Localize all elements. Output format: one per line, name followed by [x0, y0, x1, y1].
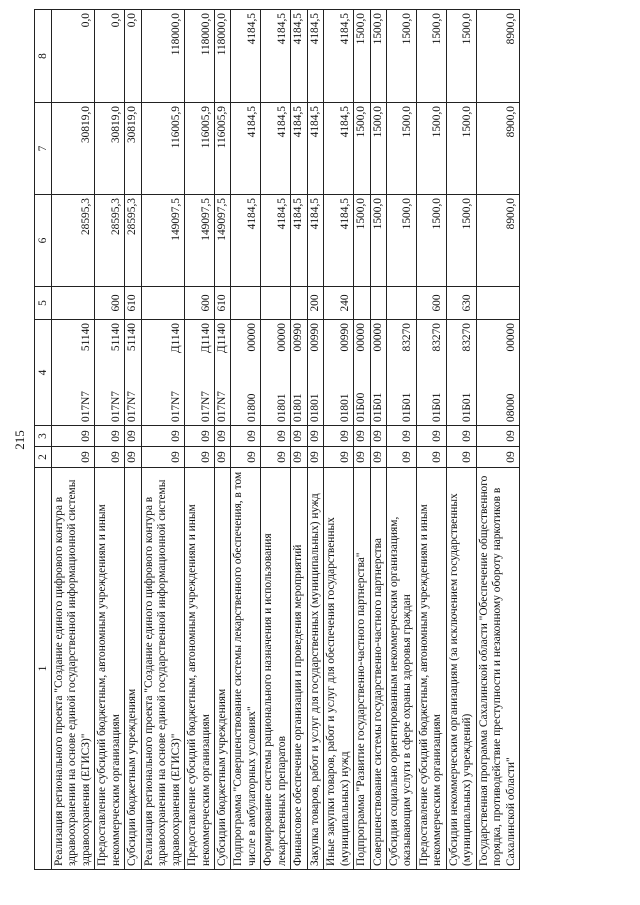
- target-article-suffix: 51140: [79, 323, 92, 352]
- target-article-suffix: 83270: [401, 323, 414, 352]
- subsection-code-cell: 09: [95, 426, 125, 447]
- table-row: [95, 10, 125, 870]
- section-code-cell: 09: [307, 447, 323, 468]
- page-number: 215: [12, 430, 27, 450]
- target-article-prefix: 01Б01: [431, 392, 444, 422]
- expense-type-cell: [231, 287, 261, 320]
- amount-year3-cell: 1500,0: [370, 10, 386, 103]
- amount-year2-cell: 1500,0: [354, 103, 370, 195]
- section-code-cell: 09: [291, 447, 307, 468]
- table-row: [291, 10, 307, 870]
- amount-year1-cell: 4184,5: [291, 195, 307, 287]
- target-article-prefix: 017N7: [215, 390, 228, 422]
- expense-type-cell: 600: [185, 287, 215, 320]
- subsection-code-cell: 09: [214, 426, 230, 447]
- target-article-suffix: 00000: [355, 323, 368, 352]
- column-header: 4: [35, 320, 52, 426]
- target-article-cell: [95, 320, 125, 426]
- row-name-cell: Закупка товаров, работ и услуг для государственных (муниципальных) нужд: [307, 468, 323, 870]
- amount-year1-cell: 28595,3: [125, 195, 141, 287]
- amount-year1-cell: 149097,5: [185, 195, 215, 287]
- target-article-prefix: 01801: [338, 393, 351, 422]
- subsection-code-cell: 09: [324, 426, 354, 447]
- section-code-cell: 09: [141, 447, 184, 468]
- row-name-cell: Формирование системы рационального назначения и использования лекарственных препаратов: [261, 468, 291, 870]
- expense-type-cell: 600: [95, 287, 125, 320]
- table-row: [125, 10, 141, 870]
- table-row: [307, 10, 323, 870]
- expense-type-cell: [476, 287, 519, 320]
- target-article-prefix: 01Б01: [461, 392, 474, 422]
- amount-year2-cell: 4184,5: [324, 103, 354, 195]
- table-row: [141, 10, 184, 870]
- amount-year1-cell: 4184,5: [324, 195, 354, 287]
- amount-year2-cell: 116005,9: [141, 103, 184, 195]
- section-code-cell: 09: [261, 447, 291, 468]
- budget-table: [34, 9, 520, 870]
- row-name-cell: Предоставление субсидий бюджетным, автономным учреждениям и иным некоммерческим организациям: [95, 468, 125, 870]
- target-article-suffix: Д1140: [199, 323, 212, 354]
- expense-type-cell: [291, 287, 307, 320]
- subsection-code-cell: 09: [125, 426, 141, 447]
- expense-type-cell: 240: [324, 287, 354, 320]
- amount-year3-cell: 1500,0: [416, 10, 446, 103]
- amount-year1-cell: 28595,3: [95, 195, 125, 287]
- column-header: 7: [35, 103, 52, 195]
- amount-year3-cell: 4184,5: [261, 10, 291, 103]
- target-article-prefix: 08000: [504, 393, 517, 422]
- target-article-suffix: Д1140: [215, 323, 228, 354]
- target-article-cell: [261, 320, 291, 426]
- table-row: [446, 10, 476, 870]
- row-name-cell: Субсидии некоммерческим организациям (за исключением государственных (муниципальных) учреждений): [446, 468, 476, 870]
- section-code-cell: 09: [370, 447, 386, 468]
- amount-year2-cell: 30819,0: [125, 103, 141, 195]
- section-code-cell: 09: [446, 447, 476, 468]
- column-header: 2: [35, 447, 52, 468]
- target-article-suffix: 83270: [431, 323, 444, 352]
- row-name-cell: Иные закупки товаров, работ и услуг для обеспечения государственных (муниципальных) нужд: [324, 468, 354, 870]
- target-article-suffix: 00000: [371, 323, 384, 352]
- amount-year1-cell: 1500,0: [386, 195, 416, 287]
- column-header: 8: [35, 10, 52, 103]
- column-header: 1: [35, 468, 52, 870]
- section-code-cell: 09: [324, 447, 354, 468]
- expense-type-cell: [261, 287, 291, 320]
- amount-year1-cell: 149097,5: [141, 195, 184, 287]
- table-row: [476, 10, 519, 870]
- expense-type-cell: [141, 287, 184, 320]
- row-name-cell: Субсидии бюджетным учреждениям: [214, 468, 230, 870]
- target-article-prefix: 017N7: [79, 390, 92, 422]
- amount-year2-cell: 4184,5: [307, 103, 323, 195]
- expense-type-cell: 630: [446, 287, 476, 320]
- target-article-suffix: 00000: [245, 323, 258, 352]
- target-article-cell: [125, 320, 141, 426]
- amount-year1-cell: 1500,0: [370, 195, 386, 287]
- subsection-code-cell: 09: [141, 426, 184, 447]
- target-article-cell: [141, 320, 184, 426]
- amount-year1-cell: 4184,5: [307, 195, 323, 287]
- section-code-cell: 09: [185, 447, 215, 468]
- table-row: [386, 10, 416, 870]
- target-article-cell: [446, 320, 476, 426]
- document-sheet: [12, 10, 640, 870]
- target-article-cell: [476, 320, 519, 426]
- column-header: 6: [35, 195, 52, 287]
- column-header: 5: [35, 287, 52, 320]
- target-article-cell: [185, 320, 215, 426]
- target-article-cell: [291, 320, 307, 426]
- target-article-suffix: Д1140: [169, 323, 182, 354]
- target-article-prefix: 01Б01: [371, 392, 384, 422]
- amount-year3-cell: 4184,5: [307, 10, 323, 103]
- section-code-cell: 09: [231, 447, 261, 468]
- amount-year2-cell: 116005,9: [214, 103, 230, 195]
- amount-year3-cell: 4184,5: [324, 10, 354, 103]
- target-article-prefix: 01801: [275, 393, 288, 422]
- amount-year2-cell: 116005,9: [185, 103, 215, 195]
- target-article-cell: [307, 320, 323, 426]
- header-row: [35, 10, 52, 870]
- row-name-cell: Субсидия социально ориентированным некоммерческим организациям, оказывающим услуги в сфере охраны здоровья граждан: [386, 468, 416, 870]
- amount-year3-cell: 1500,0: [446, 10, 476, 103]
- table-body: [52, 10, 520, 870]
- row-name-cell: Финансовое обеспечение организации и проведения мероприятий: [291, 468, 307, 870]
- section-code-cell: 09: [214, 447, 230, 468]
- row-name-cell: Реализация регионального проекта "Создание единого цифрового контура в здравоохранении на основе единой государственной информационной системы здравоохранения (ЕГИСЗ)": [52, 468, 95, 870]
- amount-year3-cell: 118000,0: [214, 10, 230, 103]
- target-article-prefix: 01801: [308, 393, 321, 422]
- section-code-cell: 09: [52, 447, 95, 468]
- amount-year3-cell: 0,0: [95, 10, 125, 103]
- amount-year3-cell: 1500,0: [386, 10, 416, 103]
- section-code-cell: 09: [354, 447, 370, 468]
- expense-type-cell: 610: [214, 287, 230, 320]
- section-code-cell: 09: [125, 447, 141, 468]
- amount-year2-cell: 1500,0: [370, 103, 386, 195]
- amount-year1-cell: 4184,5: [261, 195, 291, 287]
- target-article-prefix: 01Б01: [401, 392, 414, 422]
- amount-year2-cell: 4184,5: [291, 103, 307, 195]
- target-article-cell: [214, 320, 230, 426]
- amount-year2-cell: 1500,0: [416, 103, 446, 195]
- table-row: [52, 10, 95, 870]
- table-row: [354, 10, 370, 870]
- amount-year1-cell: 28595,3: [52, 195, 95, 287]
- amount-year3-cell: 4184,5: [231, 10, 261, 103]
- column-header: 3: [35, 426, 52, 447]
- target-article-suffix: 51140: [109, 323, 122, 352]
- amount-year1-cell: 1500,0: [446, 195, 476, 287]
- subsection-code-cell: 09: [307, 426, 323, 447]
- target-article-cell: [370, 320, 386, 426]
- expense-type-cell: 610: [125, 287, 141, 320]
- subsection-code-cell: 09: [476, 426, 519, 447]
- target-article-cell: [231, 320, 261, 426]
- section-code-cell: 09: [416, 447, 446, 468]
- subsection-code-cell: 09: [446, 426, 476, 447]
- table-row: [185, 10, 215, 870]
- table-row: [261, 10, 291, 870]
- subsection-code-cell: 09: [185, 426, 215, 447]
- table-row: [370, 10, 386, 870]
- subsection-code-cell: 09: [386, 426, 416, 447]
- amount-year1-cell: 8900,0: [476, 195, 519, 287]
- target-article-cell: [52, 320, 95, 426]
- target-article-cell: [354, 320, 370, 426]
- amount-year3-cell: 8900,0: [476, 10, 519, 103]
- amount-year3-cell: 4184,5: [291, 10, 307, 103]
- subsection-code-cell: 09: [370, 426, 386, 447]
- table-row: [324, 10, 354, 870]
- subsection-code-cell: 09: [231, 426, 261, 447]
- expense-type-cell: 200: [307, 287, 323, 320]
- target-article-suffix: 51140: [126, 323, 139, 352]
- row-name-cell: Государственная программа Сахалинской области "Обеспечение общественного порядка, противодействие преступности и незаконному обороту наркотиков в Сахалинской области": [476, 468, 519, 870]
- amount-year1-cell: 4184,5: [231, 195, 261, 287]
- amount-year2-cell: 4184,5: [231, 103, 261, 195]
- amount-year2-cell: 30819,0: [95, 103, 125, 195]
- subsection-code-cell: 09: [416, 426, 446, 447]
- subsection-code-cell: 09: [354, 426, 370, 447]
- table-row: [231, 10, 261, 870]
- target-article-suffix: 00990: [292, 323, 305, 352]
- target-article-suffix: 00000: [275, 323, 288, 352]
- amount-year1-cell: 1500,0: [416, 195, 446, 287]
- expense-type-cell: 600: [416, 287, 446, 320]
- target-article-cell: [324, 320, 354, 426]
- expense-type-cell: [354, 287, 370, 320]
- subsection-code-cell: 09: [52, 426, 95, 447]
- target-article-prefix: 017N7: [169, 390, 182, 422]
- row-name-cell: Предоставление субсидий бюджетным, автономным учреждениям и иным некоммерческим организациям: [416, 468, 446, 870]
- row-name-cell: Совершенствование системы государственно-частного партнерства: [370, 468, 386, 870]
- target-article-suffix: 00990: [338, 323, 351, 352]
- section-code-cell: 09: [386, 447, 416, 468]
- amount-year1-cell: 1500,0: [354, 195, 370, 287]
- subsection-code-cell: 09: [261, 426, 291, 447]
- target-article-suffix: 83270: [461, 323, 474, 352]
- amount-year3-cell: 0,0: [125, 10, 141, 103]
- amount-year3-cell: 1500,0: [354, 10, 370, 103]
- row-name-cell: Субсидии бюджетным учреждениям: [125, 468, 141, 870]
- amount-year2-cell: 8900,0: [476, 103, 519, 195]
- target-article-prefix: 017N7: [199, 390, 212, 422]
- row-name-cell: Реализация регионального проекта "Создание единого цифрового контура в здравоохранении на основе единой государственной информационной системы здравоохранения (ЕГИСЗ)": [141, 468, 184, 870]
- amount-year3-cell: 118000,0: [141, 10, 184, 103]
- section-code-cell: 09: [476, 447, 519, 468]
- target-article-prefix: 017N7: [109, 390, 122, 422]
- expense-type-cell: [370, 287, 386, 320]
- target-article-prefix: 01Б00: [355, 392, 368, 422]
- table-row: [214, 10, 230, 870]
- subsection-code-cell: 09: [291, 426, 307, 447]
- row-name-cell: Подпрограмма "Развитие государственно-частного партнерства": [354, 468, 370, 870]
- section-code-cell: 09: [95, 447, 125, 468]
- amount-year1-cell: 149097,5: [214, 195, 230, 287]
- row-name-cell: Предоставление субсидий бюджетным, автономным учреждениям и иным некоммерческим организациям: [185, 468, 215, 870]
- amount-year2-cell: 30819,0: [52, 103, 95, 195]
- target-article-cell: [416, 320, 446, 426]
- table-row: [416, 10, 446, 870]
- amount-year2-cell: 4184,5: [261, 103, 291, 195]
- target-article-prefix: 01801: [292, 393, 305, 422]
- amount-year2-cell: 1500,0: [386, 103, 416, 195]
- target-article-suffix: 00990: [308, 323, 321, 352]
- row-name-cell: Подпрограмма "Совершенствование системы лекарственного обеспечения, в том числе в амбулаторных условиях": [231, 468, 261, 870]
- expense-type-cell: [386, 287, 416, 320]
- amount-year2-cell: 1500,0: [446, 103, 476, 195]
- amount-year3-cell: 0,0: [52, 10, 95, 103]
- target-article-prefix: 017N7: [126, 390, 139, 422]
- target-article-prefix: 01800: [245, 393, 258, 422]
- amount-year3-cell: 118000,0: [185, 10, 215, 103]
- expense-type-cell: [52, 287, 95, 320]
- target-article-cell: [386, 320, 416, 426]
- target-article-suffix: 00000: [504, 323, 517, 352]
